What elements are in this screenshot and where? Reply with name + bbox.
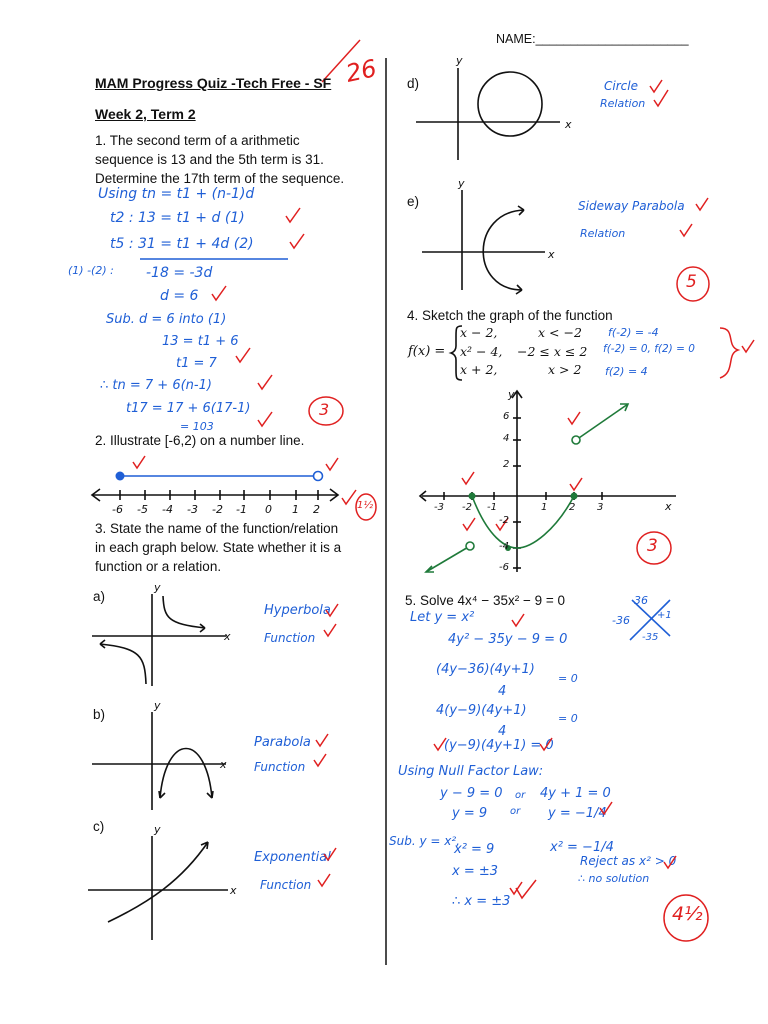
q5-work-line: ∴ no solution (578, 872, 650, 885)
q5-work-line: 4 (498, 724, 507, 739)
q4-question: 4. Sketch the graph of the function (407, 308, 613, 323)
svg-text:y: y (154, 823, 161, 836)
q4-note-3: f(2) = 4 (605, 365, 648, 378)
q5-work-line: 4 (498, 684, 507, 699)
q4-fx-label: f(x) = (408, 344, 446, 359)
svg-text:x: x (220, 758, 227, 771)
q1-work-line: t5 : 31 = t1 + 4d (2) (110, 236, 254, 252)
q1-work-line: -18 = -3d (146, 265, 213, 281)
q4-note-1: f(-2) = -4 (608, 326, 659, 339)
q5-question: 5. Solve 4x⁴ − 35x² − 9 = 0 (405, 593, 566, 608)
x-tick-label: 3 (597, 502, 604, 513)
tick-label: -3 (187, 503, 198, 516)
svg-text:x: x (548, 248, 555, 261)
q5-work-line: Let y = x² (410, 610, 475, 625)
total-score: 26 (343, 54, 380, 88)
q1-work-line: Sub. d = 6 into (1) (106, 312, 227, 327)
tick-label: -4 (162, 503, 173, 516)
svg-text:-35: -35 (642, 632, 659, 643)
name-field: NAME:______________________ (496, 32, 689, 46)
y-tick-label: 2 (503, 459, 510, 470)
q2-score: 1½ (357, 500, 374, 511)
q3d-label: d) (407, 76, 420, 91)
svg-text:x: x (565, 118, 572, 131)
q4-piece-1-expr: x − 2, (460, 325, 498, 340)
tick-label: 2 (313, 503, 320, 516)
q3a-answer-type: Function (264, 631, 316, 645)
x-tick-label: -3 (434, 502, 444, 513)
q4-piece-2-expr: x² − 4, (460, 344, 503, 359)
tick-label: -5 (137, 503, 148, 516)
q2-question: 2. Illustrate [-6,2) on a number line. (95, 433, 305, 448)
q5-work-line: Reject as x² > 0 (580, 854, 677, 868)
svg-text:x: x (224, 630, 231, 643)
q5-work-line: = 0 (558, 672, 578, 685)
q3c-label: c) (93, 819, 105, 834)
q5-work-line: = 0 (558, 712, 578, 725)
svg-text:-36: -36 (612, 614, 630, 627)
svg-text:y: y (154, 581, 161, 594)
tick-label: -2 (212, 503, 223, 516)
q1-work-line: 13 = t1 + 6 (162, 334, 239, 349)
q5-work-line: Using Null Factor Law: (398, 764, 544, 779)
q1-work-line: t2 : 13 = t1 + d (1) (110, 210, 245, 226)
week-term: Week 2, Term 2 (95, 106, 196, 122)
svg-text:+1: +1 (657, 610, 672, 621)
q5-work-line: x = ±3 (452, 864, 499, 879)
q1-work-line: ∴ tn = 7 + 6(n-1) (100, 378, 212, 393)
tick-label: 0 (265, 503, 272, 516)
q4-piece-3-expr: x + 2, (460, 362, 498, 377)
q3d-answer-name: Circle (604, 79, 638, 93)
svg-text:36: 36 (634, 594, 648, 607)
q1-work-line: d = 6 (160, 288, 199, 304)
svg-text:y: y (154, 699, 161, 712)
q1-line-1: 1. The second term of a arithmetic (95, 133, 300, 148)
q5-work-line: x² = −1/4 (550, 840, 614, 855)
q3-line-1: 3. State the name of the function/relation (95, 521, 339, 536)
q1-work-line: = 103 (180, 420, 214, 433)
svg-text:y: y (458, 177, 465, 190)
q5-work-line: 4(y−9)(4y+1) (436, 703, 527, 718)
y-tick-label: 6 (503, 411, 510, 422)
q3c-answer-name: Exponential (254, 850, 331, 865)
q4-score: 3 (647, 536, 658, 556)
x-tick-label: 1 (541, 502, 548, 513)
q3-line-2: in each graph below. State whether it is a (95, 540, 342, 555)
q3e-answer-type: Relation (580, 227, 626, 240)
q4-piece-3-cond: x > 2 (548, 362, 582, 377)
q5-work-line: x² = 9 (454, 842, 495, 857)
q5-work-line: 4y + 1 = 0 (540, 786, 611, 801)
x-tick-label: 2 (569, 502, 576, 513)
q3b-answer-type: Function (254, 760, 306, 774)
svg-text:x: x (230, 884, 237, 897)
q1-work-line: Using tn = t1 + (n-1)d (98, 186, 255, 202)
q5-work-line: y = 9 (452, 806, 488, 821)
q3d-answer-type: Relation (600, 97, 646, 110)
svg-text:x: x (665, 500, 672, 513)
q3c-answer-type: Function (260, 878, 312, 892)
q1-work-line: t17 = 17 + 6(17-1) (126, 401, 251, 416)
q5-work-line: (4y−36)(4y+1) (436, 662, 535, 677)
tick-label: -6 (112, 503, 123, 516)
q5-work-line: (y−9)(4y+1) = 0 (444, 738, 554, 753)
svg-text:y: y (508, 388, 515, 401)
y-tick-label: 4 (503, 433, 510, 444)
y-tick-label: -2 (499, 515, 509, 526)
q1-work-line: (1) -(2) : (68, 264, 114, 277)
q3-score: 5 (686, 272, 697, 292)
q5-work-line: or (510, 806, 521, 817)
q3b-label: b) (93, 707, 106, 722)
y-tick-label: -4 (499, 541, 509, 552)
q3b-answer-name: Parabola (254, 735, 311, 750)
y-tick-label: -6 (499, 562, 509, 573)
q3-line-3: function or a relation. (95, 559, 222, 574)
q5-work-line: 4y² − 35y − 9 = 0 (448, 632, 568, 647)
q5-score: 4½ (672, 903, 703, 925)
q5-work-line: or (515, 790, 526, 801)
q1-work-line: t1 = 7 (176, 356, 217, 371)
q3a-answer-name: Hyperbola (264, 603, 331, 618)
q3e-label: e) (407, 194, 420, 209)
svg-text:y: y (456, 54, 463, 67)
q3a-label: a) (93, 589, 106, 604)
q4-piece-1-cond: x < −2 (538, 325, 582, 340)
tick-label: -1 (236, 503, 247, 516)
q1-line-2: sequence is 13 and the 5th term is 31. (95, 152, 324, 167)
q3e-answer-name: Sideway Parabola (578, 199, 685, 213)
q5-work-line: y − 9 = 0 (440, 786, 503, 801)
x-tick-label: -2 (462, 502, 472, 513)
q4-note-2: f(-2) = 0, f(2) = 0 (603, 343, 695, 355)
quiz-title: MAM Progress Quiz -Tech Free - SF (95, 75, 332, 91)
q4-piece-2-cond: −2 ≤ x ≤ 2 (517, 344, 588, 359)
tick-label: 1 (292, 503, 299, 516)
q5-work-line: Sub. y = x², (389, 834, 460, 848)
q5-work-line: y = −1/4 (548, 806, 607, 821)
q5-work-line: ∴ x = ±3 (452, 894, 511, 909)
q1-line-3: Determine the 17th term of the sequence. (95, 171, 345, 186)
x-tick-label: -1 (487, 502, 497, 513)
q1-score: 3 (319, 400, 330, 419)
